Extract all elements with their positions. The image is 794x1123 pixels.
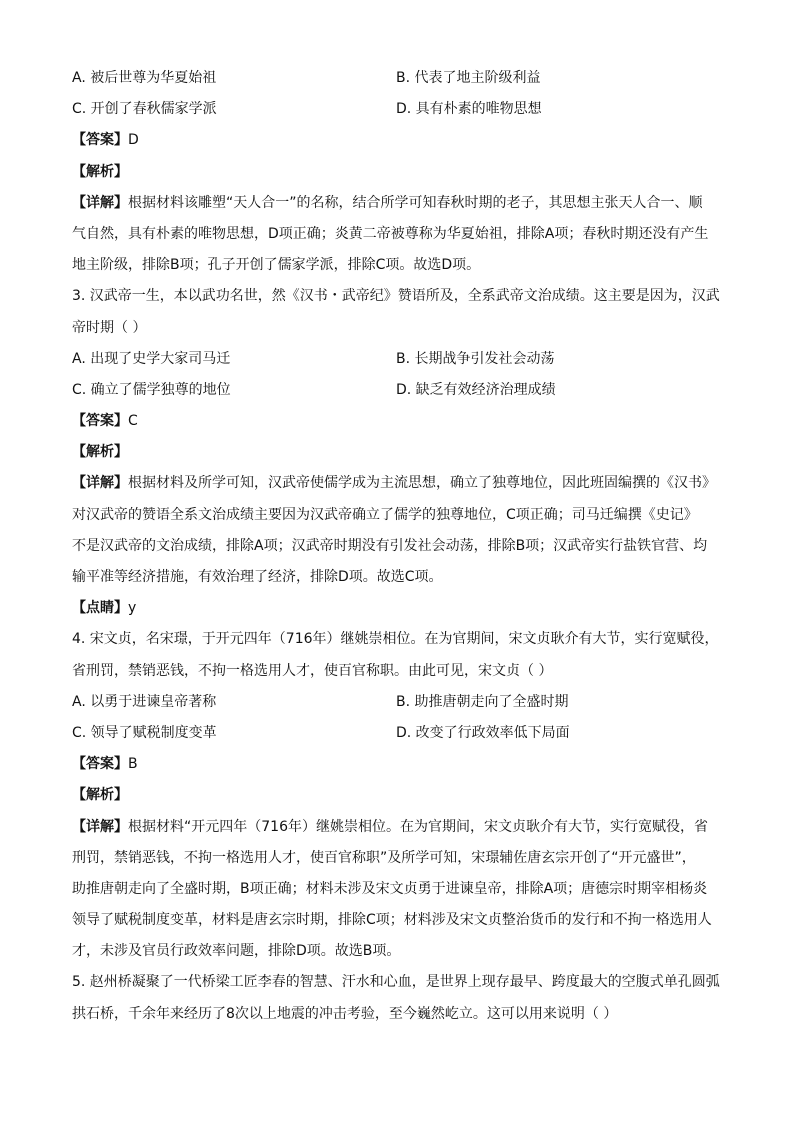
q4-option-d: D. 改变了行政效率低下局面 xyxy=(396,724,570,741)
q4-detail-line-5: 才，未涉及官员行政效率问题，排除D项。故选B项。 xyxy=(72,943,401,960)
analysis-tag: 【解析】 xyxy=(72,787,128,804)
q3-detail-line-1 xyxy=(72,468,724,499)
q4-detail-line-2: 刑罚，禁销恶钱，不拘一格选用人才，使百官称职”及所学可知，宋璟辅佐唐玄宗开创了“开元盛世”， xyxy=(72,849,696,866)
q2-option-c: C. 开创了春秋儒家学派 xyxy=(72,101,217,118)
q4-detail-line-3: 助推唐朝走向了全盛时期，B项正确；材料未涉及宋文贞勇于进谏皇帝，排除A项；唐德宗时期宰相杨炎 xyxy=(72,880,708,897)
q2-options-row-2 xyxy=(72,94,724,125)
q3-detail-line-3: 不是汉武帝的文治成绩，排除A项；汉武帝时期没有引发社会动荡，排除B项；汉武帝实行盐铁官营、均 xyxy=(72,537,708,554)
q2-options-row-1 xyxy=(72,63,724,94)
q4-option-c: C. 领导了赋税制度变革 xyxy=(72,724,217,741)
q4-detail-line-1 xyxy=(72,812,724,843)
q3-answer xyxy=(72,406,724,437)
q2-answer xyxy=(72,125,724,156)
q3-comment xyxy=(72,593,724,624)
answer-value: D xyxy=(128,132,139,149)
q4-option-b: B. 助推唐朝走向了全盛时期 xyxy=(396,693,569,710)
detail-tag: 【详解】 xyxy=(72,475,128,492)
answer-value: C xyxy=(128,413,138,430)
answer-tag: 【答案】 xyxy=(72,413,128,430)
q3-option-c: C. 确立了儒学独尊的地位 xyxy=(72,381,231,398)
q2-detail-line-3: 地主阶级，排除B项；孔子开创了儒家学派，排除C项。故选D项。 xyxy=(72,257,481,274)
detail-text: 根据材料该雕塑“天人合一”的名称，结合所学可知春秋时期的老子，其思想主张天人合一、顺 xyxy=(128,194,703,211)
q4-analysis xyxy=(72,780,724,811)
q2-detail-line-1 xyxy=(72,188,724,219)
q2-option-d: D. 具有朴素的唯物思想 xyxy=(396,101,542,118)
comment-text: y xyxy=(128,600,137,617)
q4-detail-line-4: 领导了赋税制度变革，材料是唐玄宗时期，排除C项；材料涉及宋文贞整治货币的发行和不拘一格选用人 xyxy=(72,912,712,929)
detail-text: 根据材料“开元四年（716年）继姚崇相位。在为官期间，宋文贞耿介有大节，实行宽赋役，省 xyxy=(128,818,708,835)
q3-stem-line-1: 3. 汉武帝一生，本以武功名世，然《汉书・武帝纪》赞语所及，全系武帝文治成绩。这主要是因为，汉武 xyxy=(72,288,720,305)
q4-answer xyxy=(72,749,724,780)
q3-detail-line-2: 对汉武帝的赞语全系文治成绩主要因为汉武帝确立了儒学的独尊地位，C项正确；司马迁编撰《史记》 xyxy=(72,506,698,523)
document-page xyxy=(72,63,724,1030)
q4-options-row-1 xyxy=(72,687,724,718)
q5-stem-line-1: 5. 赵州桥凝聚了一代桥梁工匠李春的智慧、汗水和心血，是世界上现存最早、跨度最大的空腹式单孔圆弧 xyxy=(72,974,720,991)
q3-option-a: A. 出现了史学大家司马迁 xyxy=(72,350,231,367)
comment-tag: 【点睛】 xyxy=(72,600,128,617)
answer-value: B xyxy=(128,756,138,773)
q3-option-b: B. 长期战争引发社会动荡 xyxy=(396,350,555,367)
q3-analysis xyxy=(72,437,724,468)
detail-tag: 【详解】 xyxy=(72,818,128,835)
q4-option-a: A. 以勇于进谏皇帝著称 xyxy=(72,693,217,710)
q4-stem-line-2: 省刑罚，禁销恶钱，不拘一格选用人才，使百官称职。由此可见，宋文贞（ ） xyxy=(72,662,553,679)
q3-options-row-1 xyxy=(72,344,724,375)
q3-options-row-2 xyxy=(72,375,724,406)
q2-detail-line-2: 气自然，具有朴素的唯物思想，D项正确；炎黄二帝被尊称为华夏始祖，排除A项；春秋时期还没有产生 xyxy=(72,225,709,242)
q4-stem-line-1: 4. 宋文贞，名宋璟，于开元四年（716年）继姚崇相位。在为官期间，宋文贞耿介有大节，实行宽赋役， xyxy=(72,631,719,648)
analysis-tag: 【解析】 xyxy=(72,163,128,180)
q2-analysis xyxy=(72,157,724,188)
detail-text: 根据材料及所学可知，汉武帝使儒学成为主流思想，确立了独尊地位，因此班固编撰的《汉书》 xyxy=(128,475,716,492)
analysis-tag: 【解析】 xyxy=(72,444,128,461)
q5-stem-line-2: 拱石桥，千余年来经历了8次以上地震的冲击考验，至今巍然屹立。这可以用来说明（ ） xyxy=(72,1005,618,1022)
q3-detail-line-4: 输平准等经济措施，有效治理了经济，排除D项。故选C项。 xyxy=(72,569,443,585)
answer-tag: 【答案】 xyxy=(72,756,128,773)
answer-tag: 【答案】 xyxy=(72,132,128,149)
q2-option-b: B. 代表了地主阶级利益 xyxy=(396,70,541,86)
q3-stem-line-2: 帝时期（ ） xyxy=(72,319,147,336)
q4-options-row-2 xyxy=(72,718,724,749)
q3-option-d: D. 缺乏有效经济治理成绩 xyxy=(396,381,556,398)
q2-option-a: A. 被后世尊为华夏始祖 xyxy=(72,70,217,86)
detail-tag: 【详解】 xyxy=(72,194,128,211)
